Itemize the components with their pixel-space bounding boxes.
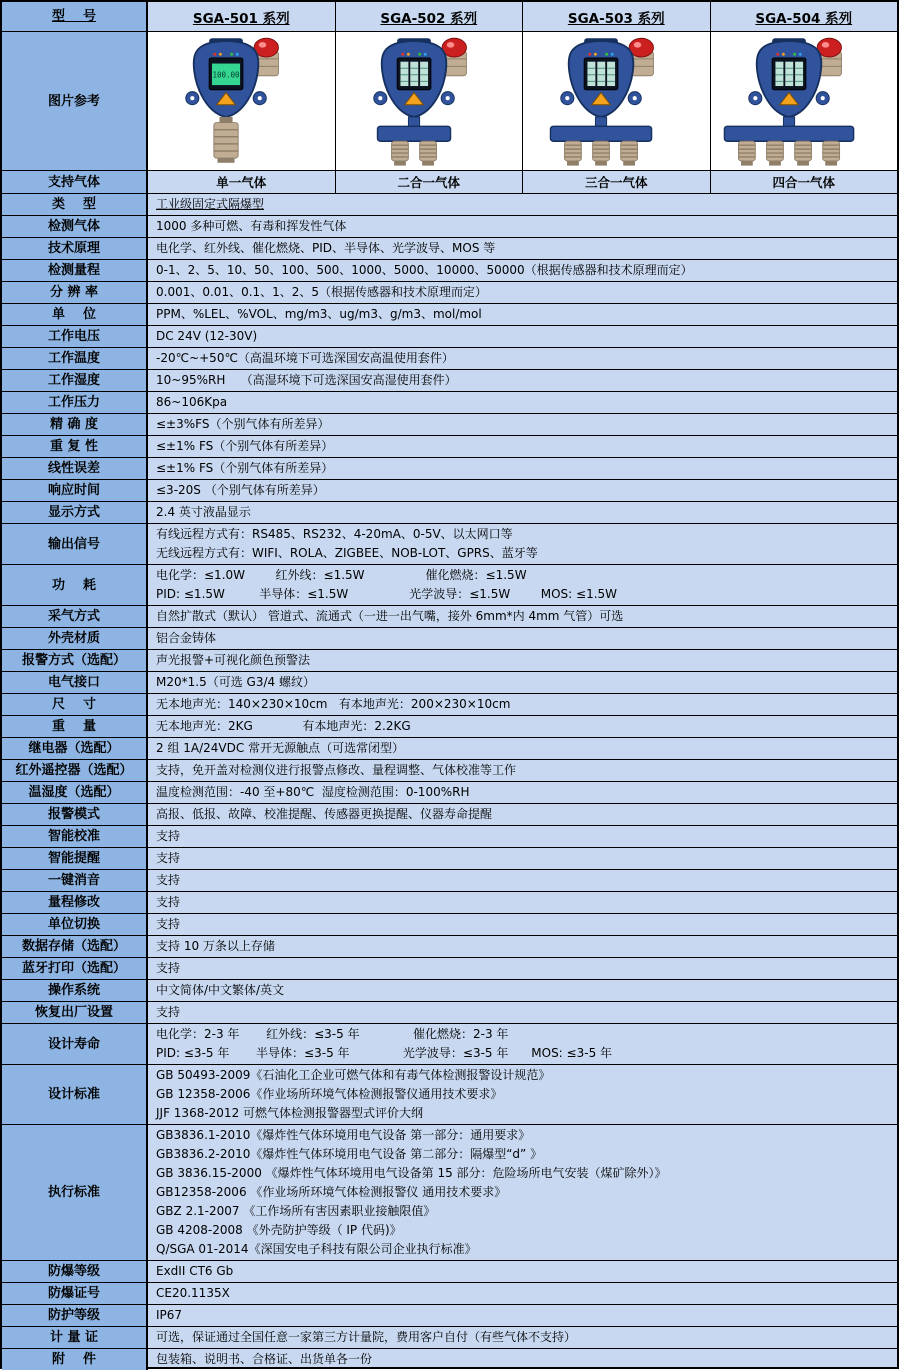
row-label: 继电器（选配） — [2, 738, 148, 759]
row-value — [148, 716, 897, 737]
row-label: 工作温度 — [2, 348, 148, 369]
row-value — [148, 238, 897, 259]
product-image — [523, 32, 711, 170]
spec-row — [2, 958, 897, 980]
row-label: 数据存储（选配） — [2, 936, 148, 957]
spec-row — [2, 1327, 897, 1349]
detector-body — [561, 38, 642, 117]
row-label: 工作压力 — [2, 392, 148, 413]
spec-row — [2, 980, 897, 1002]
row-value — [148, 282, 897, 303]
product-image — [336, 32, 524, 170]
row-value-line: 无本地声光：2KG 有本地声光：2.2KG — [156, 719, 411, 733]
spec-row — [2, 672, 897, 694]
spec-row — [2, 914, 897, 936]
row-label: 防护等级 — [2, 1305, 148, 1326]
spec-row — [2, 870, 897, 892]
row-value-line: IP67 — [156, 1308, 183, 1322]
row-value — [148, 436, 897, 457]
header-label-cell: 型 号 — [2, 2, 148, 31]
row-label: 响应时间 — [2, 480, 148, 501]
row-value-line: 支持 — [156, 829, 181, 843]
row-label: 图片参考 — [2, 32, 148, 170]
row-label: 蓝牙打印（选配） — [2, 958, 148, 979]
row-value — [148, 936, 897, 957]
row-value — [148, 414, 897, 435]
row-value-line: 86~106Kpa — [156, 395, 228, 409]
row-value-line: GB 3836.15-2000 《爆炸性气体环境用电气设备第 15 部分：危险场所电气安装（煤矿除外）》 — [156, 1166, 667, 1180]
product-image — [148, 32, 336, 170]
row-label: 检测气体 — [2, 216, 148, 237]
spec-row — [2, 1283, 897, 1305]
row-value-line: 电化学、红外线、催化燃烧、PID、半导体、光学波导、MOS 等 — [156, 241, 496, 255]
row-value-line: ≤±1% FS（个别气体有所差异） — [156, 461, 334, 475]
row-value-line: 支持 — [156, 961, 181, 975]
spec-row — [2, 848, 897, 870]
row-value-line: 铝合金铸体 — [156, 631, 217, 645]
row-value — [148, 326, 897, 347]
row-value-line: ExdII CT6 Gb — [156, 1264, 234, 1278]
model-header-cell: SGA-502 系列 — [336, 2, 524, 31]
row-value — [148, 1002, 897, 1023]
row-value — [148, 870, 897, 891]
spec-row — [2, 606, 897, 628]
row-value-line: GB3836.1-2010《爆炸性气体环境用电气设备 第一部分：通用要求》 — [156, 1128, 531, 1142]
row-value — [148, 650, 897, 671]
row-value-line: 无本地声光：140×230×10cm 有本地声光：200×230×10cm — [156, 697, 511, 711]
row-value-line: M20*1.5（可选 G3/4 螺纹） — [156, 675, 315, 689]
row-value — [148, 524, 897, 564]
row-value — [148, 804, 897, 825]
row-value — [148, 392, 897, 413]
row-label: 设计标准 — [2, 1065, 148, 1124]
row-label: 重 复 性 — [2, 436, 148, 457]
row-value-line: GB3836.2-2010《爆炸性气体环境用电气设备 第二部分：隔爆型“d” 》 — [156, 1147, 543, 1161]
spec-row — [2, 458, 897, 480]
row-value — [148, 782, 897, 803]
row-value — [148, 348, 897, 369]
row-label: 电气接口 — [2, 672, 148, 693]
row-label: 设计寿命 — [2, 1024, 148, 1064]
spec-row — [2, 414, 897, 436]
spec-row — [2, 892, 897, 914]
spec-row — [2, 760, 897, 782]
row-label: 输出信号 — [2, 524, 148, 564]
gas-detector-icon — [341, 36, 517, 166]
spec-row — [2, 1305, 897, 1327]
row-label: 外壳材质 — [2, 628, 148, 649]
row-value-line: PPM、%LEL、%VOL、mg/m3、ug/m3、g/m3、mol/mol — [156, 307, 482, 321]
model-header-cell: SGA-501 系列 — [148, 2, 336, 31]
row-label: 操作系统 — [2, 980, 148, 1001]
row-value-line: 自然扩散式（默认） 管道式、流通式（一进一出气嘴，接外 6mm*内 4mm 气管）可选 — [156, 609, 624, 623]
row-label: 工作湿度 — [2, 370, 148, 391]
row-value-line: 包装箱、说明书、合格证、出货单各一份 — [156, 1352, 373, 1366]
detector-body — [749, 38, 830, 117]
svg-text:100.00: 100.00 — [212, 70, 240, 80]
row-value — [148, 1125, 897, 1260]
row-value-line: DC 24V (12-30V) — [156, 329, 258, 343]
row-value-line: 电化学：≤1.0W 红外线：≤1.5W 催化燃烧：≤1.5W — [156, 568, 527, 582]
row-label: 报警模式 — [2, 804, 148, 825]
row-value-line: 支持 — [156, 873, 181, 887]
row-label: 精 确 度 — [2, 414, 148, 435]
model-header-cell: SGA-504 系列 — [711, 2, 898, 31]
row-value — [148, 738, 897, 759]
detector-body — [186, 38, 267, 117]
row-label: 计 量 证 — [2, 1327, 148, 1348]
supported-gas-row — [2, 171, 897, 194]
row-label: 检测量程 — [2, 260, 148, 281]
spec-row — [2, 738, 897, 760]
spec-row — [2, 370, 897, 392]
row-label: 报警方式（选配） — [2, 650, 148, 671]
row-value — [148, 1305, 897, 1326]
row-value-line: JJF 1368-2012 可燃气体检测报警器型式评价大纲 — [156, 1106, 424, 1120]
row-value — [148, 502, 897, 523]
row-value-line: 声光报警+可视化颜色预警法 — [156, 653, 311, 667]
model-header-row — [2, 2, 897, 32]
row-label: 线性误差 — [2, 458, 148, 479]
row-value — [148, 980, 897, 1001]
gas-detector-icon — [528, 36, 704, 166]
row-value — [148, 260, 897, 281]
row-label: 执行标准 — [2, 1125, 148, 1260]
row-value-line: 温度检测范围：-40 至+80℃ 湿度检测范围：0-100%RH — [156, 785, 470, 799]
spec-row — [2, 804, 897, 826]
row-value-line: 1000 多种可燃、有毒和挥发性气体 — [156, 219, 347, 233]
gas-detector-icon — [716, 36, 892, 166]
row-label: 温湿度（选配） — [2, 782, 148, 803]
row-value — [148, 370, 897, 391]
row-value-line: 支持 — [156, 917, 181, 931]
row-label: 一键消音 — [2, 870, 148, 891]
row-value — [148, 826, 897, 847]
gas-type-cell: 四合一气体 — [711, 171, 898, 193]
row-value-line: GB12358-2006 《作业场所环境气体检测报警仪 通用技术要求》 — [156, 1185, 507, 1199]
spec-row — [2, 260, 897, 282]
row-value — [148, 914, 897, 935]
row-value — [148, 1065, 897, 1124]
spec-row — [2, 1349, 897, 1370]
row-value — [148, 194, 897, 215]
spec-row — [2, 348, 897, 370]
row-value — [148, 848, 897, 869]
row-value-line: 无线远程方式有：WIFI、ROLA、ZIGBEE、NOB-LOT、GPRS、蓝牙等 — [156, 546, 538, 560]
row-value-line: 0.001、0.01、0.1、1、2、5（根据传感器和技术原理而定） — [156, 285, 488, 299]
row-value — [148, 694, 897, 715]
row-label: 支持气体 — [2, 171, 148, 193]
gas-type-cell: 单一气体 — [148, 171, 336, 193]
row-value — [148, 480, 897, 501]
row-value — [148, 458, 897, 479]
row-label: 附 件 — [2, 1349, 148, 1370]
spec-row — [2, 502, 897, 524]
row-value-line: PID: ≤3-5 年 半导体：≤3-5 年 光学波导：≤3-5 年 MOS: ≤3-5 年 — [156, 1046, 613, 1060]
gas-type-cell: 二合一气体 — [336, 171, 524, 193]
row-value-line: 高报、低报、故障、校准提醒、传感器更换提醒、仪器寿命提醒 — [156, 807, 493, 821]
row-label: 采气方式 — [2, 606, 148, 627]
row-label: 单位切换 — [2, 914, 148, 935]
row-label: 类 型 — [2, 194, 148, 215]
row-value — [148, 1261, 897, 1282]
product-image — [711, 32, 898, 170]
row-value — [148, 1327, 897, 1348]
row-value — [148, 1283, 897, 1304]
row-value-line: 支持 — [156, 1005, 181, 1019]
row-label: 显示方式 — [2, 502, 148, 523]
row-value-line: 2.4 英寸液晶显示 — [156, 505, 251, 519]
row-value-line: 2 组 1A/24VDC 常开无源触点（可选常闭型） — [156, 741, 405, 755]
row-value — [148, 760, 897, 781]
row-value-line: 电化学：2-3 年 红外线：≤3-5 年 催化燃烧：2-3 年 — [156, 1027, 509, 1041]
spec-row — [2, 826, 897, 848]
row-label: 技术原理 — [2, 238, 148, 259]
spec-row — [2, 238, 897, 260]
row-value-line: CE20.1135X — [156, 1286, 230, 1300]
row-label: 防爆证号 — [2, 1283, 148, 1304]
gas-type-cell: 三合一气体 — [523, 171, 711, 193]
row-value — [148, 672, 897, 693]
row-label: 单 位 — [2, 304, 148, 325]
row-value-line: 工业级固定式隔爆型 — [156, 197, 265, 211]
row-value — [148, 606, 897, 627]
row-value-line: 0-1、2、5、10、50、100、500、1000、5000、10000、50000（根据传感器和技术原理而定） — [156, 263, 693, 277]
spec-row — [2, 480, 897, 502]
spec-row — [2, 1002, 897, 1024]
spec-row — [2, 936, 897, 958]
spec-row — [2, 1125, 897, 1261]
row-value-line: GBZ 2.1-2007 《工作场所有害因素职业接触限值》 — [156, 1204, 436, 1218]
row-value — [148, 565, 897, 605]
row-value-line: 10~95%RH （高湿环境下可选深国安高湿使用套件） — [156, 373, 457, 387]
spec-row — [2, 194, 897, 216]
row-value-line: 有线远程方式有：RS485、RS232、4-20mA、0-5V、以太网口等 — [156, 527, 513, 541]
row-value — [148, 628, 897, 649]
spec-row — [2, 565, 897, 606]
row-label: 智能校准 — [2, 826, 148, 847]
row-value-line: GB 12358-2006《作业场所环境气体检测报警仪通用技术要求》 — [156, 1087, 503, 1101]
gas-detector-icon — [153, 36, 329, 166]
row-label: 恢复出厂设置 — [2, 1002, 148, 1023]
row-value-line: Q/SGA 01-2014《深国安电子科技有限公司企业执行标准》 — [156, 1242, 477, 1256]
spec-row — [2, 1065, 897, 1125]
row-label: 红外遥控器（选配） — [2, 760, 148, 781]
row-value — [148, 216, 897, 237]
row-value — [148, 1024, 897, 1064]
row-value-line: GB 4208-2008 《外壳防护等级（ IP 代码)》 — [156, 1223, 402, 1237]
row-value-line: 可选，保证通过全国任意一家第三方计量院，费用客户自付（有些气体不支持） — [156, 1330, 577, 1344]
row-value — [148, 1349, 897, 1370]
spec-row — [2, 1024, 897, 1065]
row-label: 工作电压 — [2, 326, 148, 347]
row-value-line: 支持 — [156, 895, 181, 909]
product-image-row — [2, 32, 897, 171]
row-value-line: -20℃~+50℃（高温环境下可选深国安高温使用套件） — [156, 351, 454, 365]
row-value — [148, 304, 897, 325]
spec-row — [2, 282, 897, 304]
model-header-cell: SGA-503 系列 — [523, 2, 711, 31]
row-value-line: 支持 — [156, 851, 181, 865]
row-label: 智能提醒 — [2, 848, 148, 869]
spec-row — [2, 650, 897, 672]
spec-row — [2, 216, 897, 238]
row-value-line: 支持 10 万条以上存储 — [156, 939, 275, 953]
row-label: 防爆等级 — [2, 1261, 148, 1282]
row-label: 尺 寸 — [2, 694, 148, 715]
spec-row — [2, 628, 897, 650]
spec-row — [2, 1261, 897, 1283]
spec-row — [2, 304, 897, 326]
row-value — [148, 958, 897, 979]
spec-row — [2, 436, 897, 458]
row-value-line: ≤3-20S （个别气体有所差异） — [156, 483, 325, 497]
row-value-line: PID: ≤1.5W 半导体：≤1.5W 光学波导：≤1.5W MOS: ≤1.5W — [156, 587, 618, 601]
row-value-line: ≤±3%FS（个别气体有所差异） — [156, 417, 330, 431]
detector-body — [374, 38, 455, 117]
spec-row — [2, 782, 897, 804]
row-value — [148, 892, 897, 913]
spec-row — [2, 392, 897, 414]
row-label: 功 耗 — [2, 565, 148, 605]
spec-row — [2, 716, 897, 738]
row-value-line: 支持，免开盖对检测仪进行报警点修改、量程调整、气体校准等工作 — [156, 763, 517, 777]
spec-row — [2, 524, 897, 565]
row-value-line: GB 50493-2009《石油化工企业可燃气体和有毒气体检测报警设计规范》 — [156, 1068, 551, 1082]
row-label: 重 量 — [2, 716, 148, 737]
row-label: 量程修改 — [2, 892, 148, 913]
spec-row — [2, 694, 897, 716]
row-label: 分 辨 率 — [2, 282, 148, 303]
spec-row — [2, 326, 897, 348]
row-value-line: 中文简体/中文繁体/英文 — [156, 983, 285, 997]
row-value-line: ≤±1% FS（个别气体有所差异） — [156, 439, 334, 453]
